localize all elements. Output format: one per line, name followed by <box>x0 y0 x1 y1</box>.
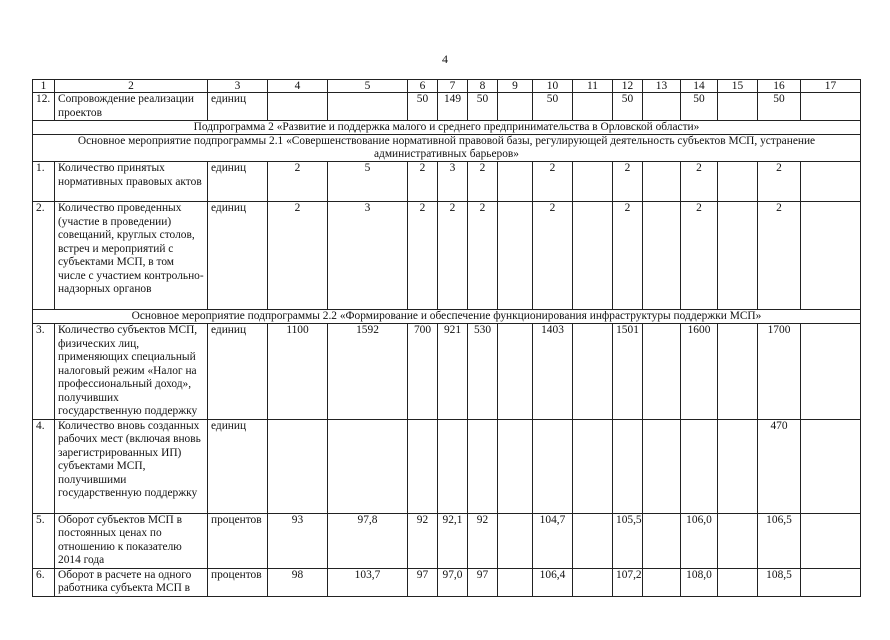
value-cell: 106,0 <box>681 513 718 568</box>
table-row <box>33 202 861 310</box>
header-cell: 12 <box>613 80 643 93</box>
value-cell: 92,1 <box>438 513 468 568</box>
value-cell: 2 <box>758 202 801 310</box>
row-number: 1. <box>33 162 55 202</box>
value-cell <box>801 162 861 202</box>
value-cell: 1501 <box>613 324 643 420</box>
value-cell: 1403 <box>533 324 573 420</box>
header-cell: 2 <box>55 80 208 93</box>
value-cell: 50 <box>533 93 573 121</box>
indicator-name: Оборот субъектов МСП в постоянных ценах по отношению к показателю 2014 года <box>55 513 208 568</box>
value-cell <box>643 513 681 568</box>
value-cell: 104,7 <box>533 513 573 568</box>
value-cell: 2 <box>613 162 643 202</box>
value-cell <box>498 568 533 596</box>
page-number: 4 <box>442 52 448 66</box>
value-cell: 2 <box>408 162 438 202</box>
value-cell <box>498 162 533 202</box>
value-cell <box>643 202 681 310</box>
value-cell: 108,5 <box>758 568 801 596</box>
value-cell <box>643 93 681 121</box>
value-cell <box>268 93 328 121</box>
row-number: 3. <box>33 324 55 420</box>
table-row <box>33 93 861 121</box>
section-heading: Основное мероприятие подпрограммы 2.2 «Формирование и обеспечение функционирования инфраструктуры поддержки МСП» <box>33 310 861 324</box>
row-number: 12. <box>33 93 55 121</box>
value-cell <box>573 324 613 420</box>
value-cell <box>801 419 861 513</box>
value-cell <box>643 324 681 420</box>
value-cell: 98 <box>268 568 328 596</box>
value-cell: 50 <box>681 93 718 121</box>
value-cell <box>801 202 861 310</box>
header-cell: 17 <box>801 80 861 93</box>
value-cell <box>498 93 533 121</box>
header-cell: 1 <box>33 80 55 93</box>
table-row <box>33 324 861 420</box>
value-cell <box>498 419 533 513</box>
value-cell <box>328 93 408 121</box>
header-cell: 11 <box>573 80 613 93</box>
value-cell: 97,0 <box>438 568 468 596</box>
value-cell <box>408 419 438 513</box>
value-cell: 2 <box>533 162 573 202</box>
header-cell: 5 <box>328 80 408 93</box>
unit-cell: единиц <box>208 419 268 513</box>
value-cell: 149 <box>438 93 468 121</box>
header-cell: 13 <box>643 80 681 93</box>
value-cell <box>573 568 613 596</box>
header-cell: 3 <box>208 80 268 93</box>
value-cell <box>468 419 498 513</box>
indicator-name: Количество проведенных (участие в проведении) совещаний, круглых столов, встреч и мероприятий с субъектами МСП, в том числе с участием контрольно-надзорных органов <box>55 202 208 310</box>
value-cell: 107,2 <box>613 568 643 596</box>
value-cell: 2 <box>268 202 328 310</box>
table-row <box>33 419 861 513</box>
value-cell <box>718 162 758 202</box>
section-row <box>33 310 861 324</box>
value-cell: 1600 <box>681 324 718 420</box>
value-cell <box>718 513 758 568</box>
header-cell: 6 <box>408 80 438 93</box>
value-cell <box>573 202 613 310</box>
value-cell <box>643 162 681 202</box>
value-cell: 5 <box>328 162 408 202</box>
value-cell: 97 <box>468 568 498 596</box>
value-cell: 103,7 <box>328 568 408 596</box>
value-cell <box>718 324 758 420</box>
value-cell: 2 <box>438 202 468 310</box>
value-cell <box>718 419 758 513</box>
value-cell: 530 <box>468 324 498 420</box>
value-cell: 50 <box>758 93 801 121</box>
value-cell: 3 <box>438 162 468 202</box>
value-cell <box>681 419 718 513</box>
value-cell: 108,0 <box>681 568 718 596</box>
value-cell <box>498 202 533 310</box>
value-cell <box>573 93 613 121</box>
header-cell: 4 <box>268 80 328 93</box>
unit-cell: единиц <box>208 162 268 202</box>
table-row <box>33 568 861 596</box>
value-cell: 921 <box>438 324 468 420</box>
value-cell: 1700 <box>758 324 801 420</box>
section-row <box>33 121 861 135</box>
value-cell: 700 <box>408 324 438 420</box>
indicator-name: Количество вновь созданных рабочих мест (включая вновь зарегистрированных ИП) субъектами МСП, получившими государственную поддержку <box>55 419 208 513</box>
indicator-name: Количество субъектов МСП, физических лиц, применяющих специальный налоговый режим «Налог на профессиональный доход», получивших государственную поддержку <box>55 324 208 420</box>
value-cell <box>268 419 328 513</box>
value-cell <box>328 419 408 513</box>
value-cell: 2 <box>408 202 438 310</box>
value-cell: 2 <box>468 162 498 202</box>
header-cell: 10 <box>533 80 573 93</box>
value-cell: 1100 <box>268 324 328 420</box>
section-row <box>33 135 861 162</box>
value-cell <box>718 568 758 596</box>
row-number: 2. <box>33 202 55 310</box>
value-cell <box>801 93 861 121</box>
row-number: 6. <box>33 568 55 596</box>
value-cell <box>438 419 468 513</box>
value-cell: 3 <box>328 202 408 310</box>
value-cell <box>801 568 861 596</box>
value-cell <box>718 202 758 310</box>
value-cell <box>533 419 573 513</box>
header-cell: 15 <box>718 80 758 93</box>
value-cell: 1592 <box>328 324 408 420</box>
value-cell: 106,4 <box>533 568 573 596</box>
value-cell: 2 <box>533 202 573 310</box>
value-cell <box>801 513 861 568</box>
value-cell: 2 <box>681 162 718 202</box>
section-heading: Подпрограмма 2 «Развитие и поддержка малого и среднего предпринимательства в Орловской области» <box>33 121 861 135</box>
value-cell: 2 <box>268 162 328 202</box>
unit-cell: единиц <box>208 202 268 310</box>
header-cell: 8 <box>468 80 498 93</box>
section-heading: Основное мероприятие подпрограммы 2.1 «Совершенствование нормативной правовой базы, регулирующей деятельность субъектов МСП, устранение административных барьеров» <box>33 135 861 162</box>
value-cell: 2 <box>681 202 718 310</box>
value-cell: 92 <box>408 513 438 568</box>
value-cell <box>643 419 681 513</box>
value-cell <box>573 513 613 568</box>
value-cell <box>643 568 681 596</box>
value-cell: 97,8 <box>328 513 408 568</box>
header-row <box>33 80 861 93</box>
value-cell: 50 <box>613 93 643 121</box>
value-cell: 50 <box>408 93 438 121</box>
unit-cell: единиц <box>208 324 268 420</box>
header-cell: 7 <box>438 80 468 93</box>
unit-cell: процентов <box>208 568 268 596</box>
value-cell <box>498 513 533 568</box>
value-cell: 105,5 <box>613 513 643 568</box>
value-cell: 97 <box>408 568 438 596</box>
row-number: 5. <box>33 513 55 568</box>
value-cell: 92 <box>468 513 498 568</box>
value-cell: 2 <box>758 162 801 202</box>
value-cell: 2 <box>613 202 643 310</box>
value-cell <box>573 419 613 513</box>
value-cell: 106,5 <box>758 513 801 568</box>
value-cell: 93 <box>268 513 328 568</box>
value-cell: 470 <box>758 419 801 513</box>
value-cell <box>718 93 758 121</box>
value-cell <box>613 419 643 513</box>
header-cell: 14 <box>681 80 718 93</box>
header-cell: 16 <box>758 80 801 93</box>
indicator-name: Сопровождение реализации проектов <box>55 93 208 121</box>
indicator-name: Количество принятых нормативных правовых актов <box>55 162 208 202</box>
value-cell <box>801 324 861 420</box>
indicator-name: Оборот в расчете на одного работника субъекта МСП в <box>55 568 208 596</box>
value-cell: 2 <box>468 202 498 310</box>
unit-cell: единиц <box>208 93 268 121</box>
indicators-table <box>32 79 861 597</box>
table-row <box>33 513 861 568</box>
header-cell: 9 <box>498 80 533 93</box>
row-number: 4. <box>33 419 55 513</box>
table-row <box>33 162 861 202</box>
value-cell: 50 <box>468 93 498 121</box>
value-cell <box>573 162 613 202</box>
value-cell <box>498 324 533 420</box>
unit-cell: процентов <box>208 513 268 568</box>
